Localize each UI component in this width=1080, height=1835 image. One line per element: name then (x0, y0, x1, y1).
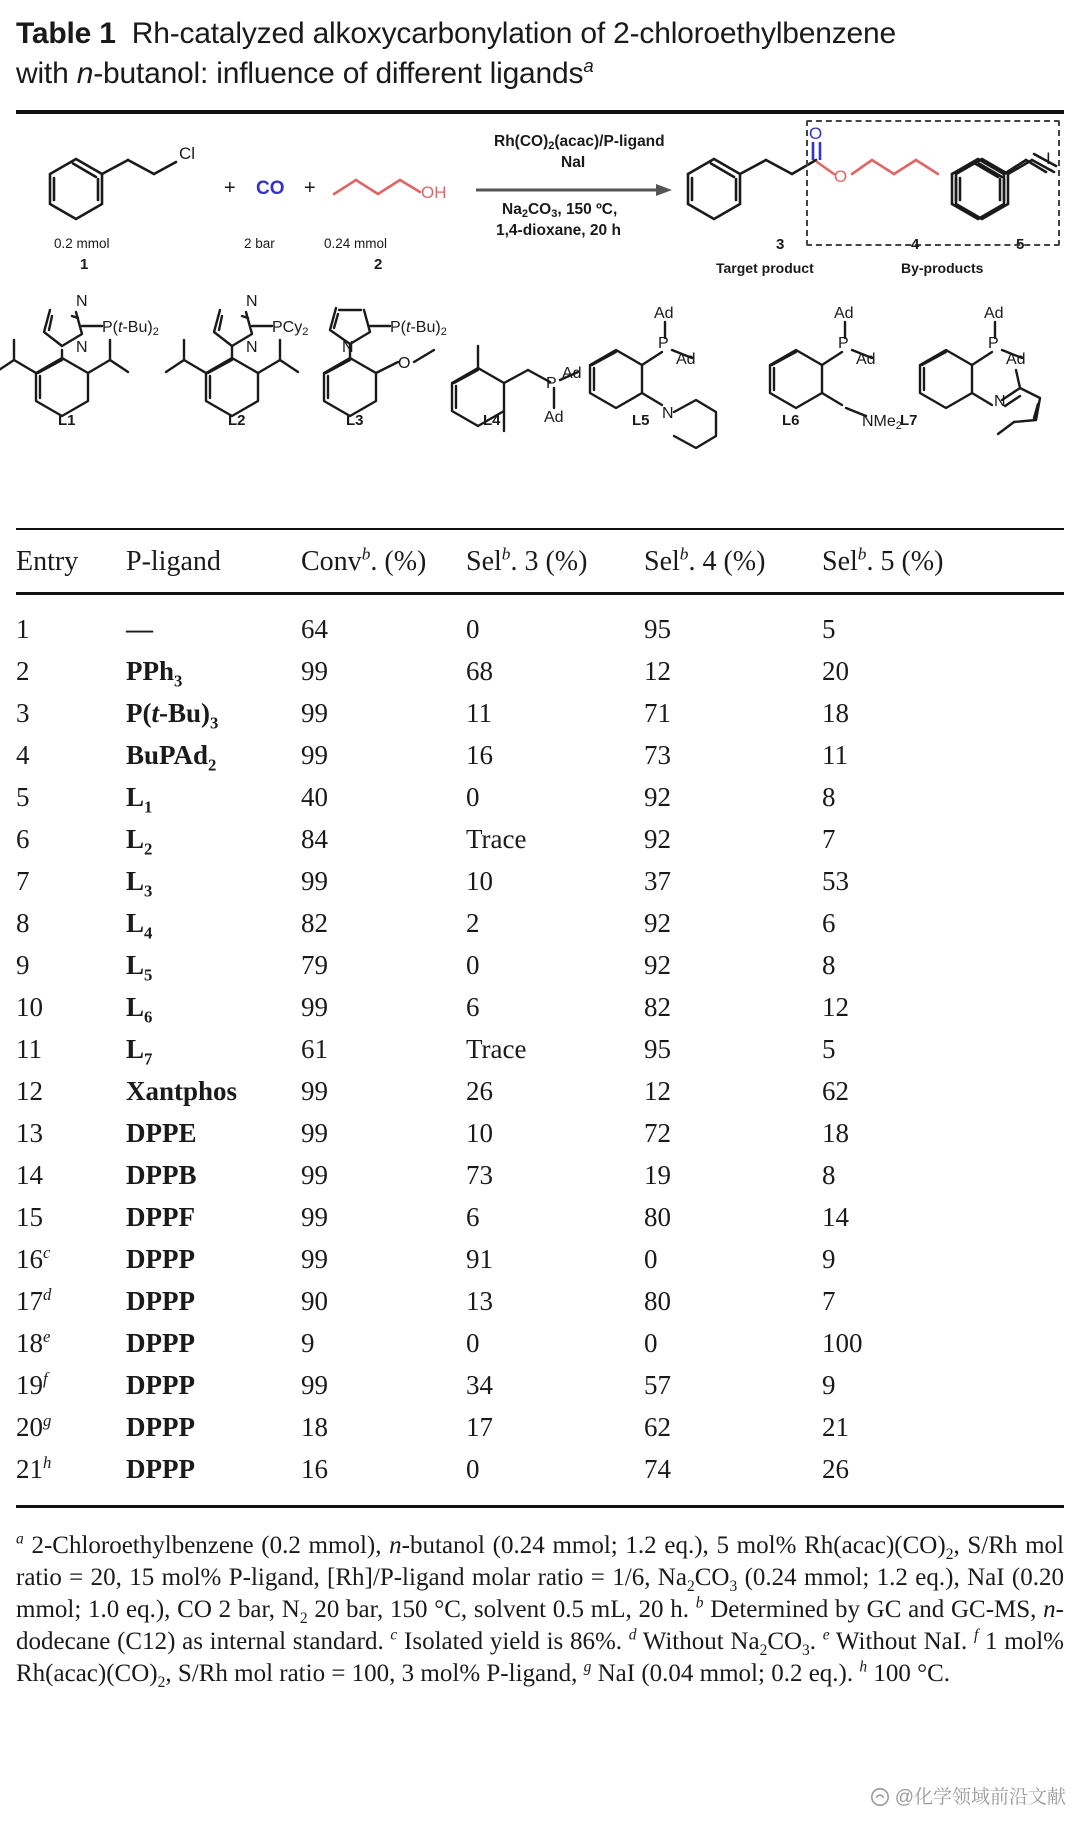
l6-p: P (838, 334, 849, 352)
cell-sel5: 5 (822, 1034, 836, 1065)
cell-entry: 18e (16, 1327, 51, 1359)
cell-sel4: 92 (644, 950, 671, 981)
l7-ad-2: Ad (1006, 350, 1026, 368)
table-number: Table 1 (16, 17, 116, 50)
cell-sel3: 73 (466, 1160, 493, 1191)
cell-sel3: 6 (466, 992, 480, 1023)
cell-sel5: 62 (822, 1076, 849, 1107)
cell-ligand: DPPP (126, 1454, 195, 1485)
l3-n: N (342, 338, 354, 356)
l6-ad-2: Ad (856, 350, 876, 368)
cell-entry: 14 (16, 1160, 43, 1191)
cell-sel4: 95 (644, 614, 671, 645)
header-row (16, 530, 1064, 592)
cell-sel3: 0 (466, 1328, 480, 1359)
table-row (16, 1449, 1064, 1491)
cell-entry: 7 (16, 866, 30, 897)
cell-sel3: 34 (466, 1370, 493, 1401)
header-entry: Entry (16, 545, 79, 577)
cell-sel4: 80 (644, 1202, 671, 1233)
table-caption (0, 0, 1080, 94)
byproducts-label: By-products (901, 259, 984, 276)
cell-conv: 64 (301, 614, 328, 645)
cell-ligand: DPPP (126, 1328, 195, 1359)
cell-sel3: 2 (466, 908, 480, 939)
cell-entry: 17$^d$ (16, 1285, 52, 1317)
table-row (16, 735, 1064, 777)
condition-base: Na2CO3, 150 ºC, (502, 200, 618, 220)
header-ligand: P-ligand (126, 545, 221, 577)
table-row (16, 693, 1064, 735)
cell-sel3: 17 (466, 1412, 493, 1443)
cell-sel4: 0 (644, 1328, 658, 1359)
caption-line2-post: -butanol: influence of different ligands (93, 56, 584, 90)
cell-sel3: 68 (466, 656, 493, 687)
header-sel5: Sel$^b$. 5 (%) (822, 544, 944, 577)
cell-sel5: 7 (822, 1286, 836, 1317)
cell-sel4: 71 (644, 698, 671, 729)
table-row (16, 1029, 1064, 1071)
plus-sign-1: + (224, 176, 236, 199)
l7-ad-1: Ad (984, 304, 1004, 322)
byproduct-i-label: I (1046, 148, 1051, 168)
cell-sel3: 13 (466, 1286, 493, 1317)
table-row (16, 1113, 1064, 1155)
cell-sel4: 57 (644, 1370, 671, 1401)
table-row (16, 903, 1064, 945)
cell-sel5: 8 (822, 1160, 836, 1191)
cell-sel4: 92 (644, 782, 671, 813)
table-row (16, 1155, 1064, 1197)
l2-n-bottom: N (246, 338, 258, 356)
cell-sel4: 82 (644, 992, 671, 1023)
table-row (16, 777, 1064, 819)
target-product-label: Target product (716, 259, 814, 276)
cell-ligand: $L_3$ (126, 866, 153, 901)
cell-entry: 5 (16, 782, 30, 813)
cell-sel5: 6 (822, 908, 836, 939)
cell-entry: 6 (16, 824, 30, 855)
cell-conv: 99 (301, 866, 328, 897)
cell-conv: 79 (301, 950, 328, 981)
cell-ligand: DPPE (126, 1118, 197, 1149)
ligand-id-l7: L7 (900, 411, 918, 429)
table-row (16, 1281, 1064, 1323)
l4-ad-1: Ad (562, 364, 582, 382)
cell-ligand: $L_5$ (126, 950, 153, 985)
l2-phosphine-label: PCy2 (272, 318, 309, 338)
l1-phosphine-label: P(t-Bu)2 (102, 318, 159, 338)
cell-ligand: DPPB (126, 1160, 197, 1191)
cell-sel5: 8 (822, 782, 836, 813)
cell-entry: 9 (16, 950, 30, 981)
header-sel4: Sel$^b$. 4 (%) (644, 544, 766, 577)
cell-entry: 1 (16, 614, 30, 645)
table-header (16, 530, 1064, 592)
l1-n-bottom: N (76, 338, 88, 356)
cell-sel3: 0 (466, 614, 480, 645)
cell-sel4: 37 (644, 866, 671, 897)
cell-sel4: 12 (644, 1076, 671, 1107)
cell-sel5: 26 (822, 1454, 849, 1485)
cell-entry: 3 (16, 698, 30, 729)
substrate-amount-label: 0.2 mmol (54, 235, 110, 251)
cell-sel4: 92 (644, 908, 671, 939)
cell-ligand: $L_7$ (126, 1034, 153, 1069)
condition-catalyst: Rh(CO)2(acac)/P-ligand (494, 132, 665, 152)
table-row (16, 861, 1064, 903)
cell-conv: 99 (301, 698, 328, 729)
l5-n: N (662, 404, 674, 422)
header-sel3: Sel$^b$. 3 (%) (466, 544, 588, 577)
cell-sel3: 0 (466, 950, 480, 981)
table-row (16, 651, 1064, 693)
byproduct-5-id-label: 5 (1016, 235, 1025, 253)
cell-conv: 84 (301, 824, 328, 855)
cell-conv: 82 (301, 908, 328, 939)
l2-n-top: N (246, 292, 258, 310)
cell-entry: 10 (16, 992, 43, 1023)
plus-sign-2: + (304, 176, 316, 199)
cell-sel5: 9 (822, 1244, 836, 1275)
co-label: CO (256, 177, 285, 199)
table-body (16, 609, 1064, 1491)
product-id-label: 3 (776, 235, 785, 253)
cell-ligand: DPPP (126, 1370, 195, 1401)
cell-sel5: 9 (822, 1370, 836, 1401)
l4-p: P (546, 374, 557, 392)
cell-sel3: 0 (466, 1454, 480, 1485)
cell-ligand: $L_6$ (126, 992, 153, 1027)
cell-sel3: 0 (466, 782, 480, 813)
cell-ligand: $L_2$ (126, 824, 153, 859)
cell-sel4: 62 (644, 1412, 671, 1443)
caption-line1: Rh-catalyzed alkoxycarbonylation of 2-chloroethylbenzene (131, 17, 896, 50)
watermark-logo-icon (871, 1788, 889, 1806)
cell-conv: 90 (301, 1286, 328, 1317)
cell-sel4: 0 (644, 1244, 658, 1275)
cell-conv: 16 (301, 1454, 328, 1485)
l6-ad-1: Ad (834, 304, 854, 322)
cell-ligand: PPh$_3$ (126, 656, 183, 691)
cell-entry: 11 (16, 1034, 42, 1065)
cell-conv: 99 (301, 1202, 328, 1233)
cell-conv: 99 (301, 656, 328, 687)
table-row (16, 609, 1064, 651)
ligand-id-l5: L5 (632, 411, 650, 429)
ligand-id-l6: L6 (782, 411, 800, 429)
cell-sel3: 10 (466, 866, 493, 897)
header-conv: Conv$^b$. (%) (301, 544, 427, 577)
results-table-body-wrap (16, 609, 1064, 1491)
condition-solvent: 1,4-dioxane, 20 h (496, 221, 621, 239)
cell-sel4: 73 (644, 740, 671, 771)
byproduct-4-id-label: 4 (911, 235, 920, 253)
substrate-cl-label: Cl (179, 143, 196, 163)
cell-sel5: 18 (822, 698, 849, 729)
cell-conv: 99 (301, 740, 328, 771)
cell-entry: 16$^c$ (16, 1243, 51, 1275)
rule-bottom (16, 1505, 1064, 1508)
cell-sel5: 11 (822, 740, 848, 771)
rule-top (16, 110, 1064, 114)
substrate-id-label: 1 (80, 255, 89, 273)
l5-ad-1: Ad (654, 304, 674, 322)
cell-sel4: 95 (644, 1034, 671, 1065)
cell-sel5: 21 (822, 1412, 849, 1443)
table-row (16, 819, 1064, 861)
cell-conv: 18 (301, 1412, 328, 1443)
caption-footnote-marker: a (583, 54, 594, 76)
rule-below-header (16, 592, 1064, 595)
l6-nme2: NMe2 (862, 412, 902, 432)
cell-sel4: 92 (644, 824, 671, 855)
cell-entry: 19$^f$ (16, 1369, 48, 1401)
cell-conv: 61 (301, 1034, 328, 1065)
cell-sel3: Trace (466, 824, 527, 855)
cell-sel4: 72 (644, 1118, 671, 1149)
ligand-id-l2: L2 (228, 411, 246, 429)
cell-entry: 2 (16, 656, 30, 687)
cell-sel3: 10 (466, 1118, 493, 1149)
caption-italic-n: n (76, 56, 94, 90)
condition-nai: NaI (561, 153, 586, 171)
cell-ligand: DPPP (126, 1244, 195, 1275)
cell-ligand: Xantphos (126, 1076, 238, 1107)
table-row (16, 1071, 1064, 1113)
l7-n: N (994, 392, 1006, 410)
alcohol-id-label: 2 (374, 255, 383, 273)
cell-ligand: $L_1$ (126, 782, 153, 817)
table-row (16, 1407, 1064, 1449)
cell-conv: 99 (301, 1244, 328, 1275)
cell-sel4: 80 (644, 1286, 671, 1317)
cell-conv: 99 (301, 1370, 328, 1401)
table-row (16, 987, 1064, 1029)
ligand-id-l1: L1 (58, 411, 76, 429)
cell-conv: 99 (301, 1076, 328, 1107)
ligand-id-l4: L4 (483, 411, 501, 429)
watermark (871, 1782, 1066, 1809)
alcohol-amount-label: 0.24 mmol (324, 235, 388, 251)
cell-ligand: $L_4$ (126, 908, 153, 943)
cell-ligand: — (126, 614, 153, 645)
cell-conv: 9 (301, 1328, 315, 1359)
cell-entry: 12 (16, 1076, 43, 1107)
ligand-id-l3: L3 (346, 411, 364, 429)
table-row (16, 1365, 1064, 1407)
cell-sel3: Trace (466, 1034, 527, 1065)
cell-conv: 40 (301, 782, 328, 813)
cell-entry: 4 (16, 740, 30, 771)
cell-sel5: 12 (822, 992, 849, 1023)
cell-sel3: 6 (466, 1202, 480, 1233)
cell-conv: 99 (301, 1118, 328, 1149)
caption-line2-pre: with (16, 56, 77, 90)
cell-sel5: 18 (822, 1118, 849, 1149)
cell-sel3: 11 (466, 698, 492, 729)
watermark-text: @化学领域前沿文献 (894, 1787, 1066, 1808)
ester-o-label: O (834, 166, 848, 186)
cell-sel4: 74 (644, 1454, 671, 1485)
table-row (16, 1197, 1064, 1239)
l3-o: O (398, 354, 411, 372)
l7-p: P (988, 334, 999, 352)
l1-n-top: N (76, 292, 88, 310)
cell-sel5: 53 (822, 866, 849, 897)
table-footnotes: $^a$ 2-Chloroethylbenzene (0.2 mmol), n-butanol (0.24 mmol; 1.2 eq.), 5 mol% $Rh(acac)(CO)_2$, S/Rh mol ratio = 20, 15 mol% P-ligand, [Rh]/P-ligand molar ratio = 1/6, $Na_2CO_3$ (0.24 mmol; 1.2 eq.), NaI (0.20 mmol; 1.0 eq.), CO 2 bar, $N_2$ 20 bar, 150 °C, solvent 0.5 mL, 20 h. $^b$ Determined by GC and GC-MS, n-dodecane (C12) as internal standard. $^c$ Isolated yield is 86%. $^d$ Without $Na_2CO_3$. $^e$ Without NaI. $^f$ 1 mol% $Rh(acac)(CO)_2$, S/Rh mol ratio = 100, 3 mol% P-ligand, $^g$ NaI (0.04 mmol; 0.2 eq.). $^h$ 100 °C. (16, 1530, 1064, 1691)
cell-ligand: $P(t-Bu)_3$ (126, 698, 219, 733)
cell-entry: 15 (16, 1202, 43, 1233)
cell-sel5: 7 (822, 824, 836, 855)
butanol-oh-label: OH (421, 182, 447, 202)
cell-sel3: 16 (466, 740, 493, 771)
cell-conv: 99 (301, 992, 328, 1023)
cell-entry: 20$^g$ (16, 1411, 52, 1443)
cell-sel5: 8 (822, 950, 836, 981)
cell-ligand: BuPAd$_2$ (126, 740, 217, 775)
cell-ligand: DPPP (126, 1412, 195, 1443)
cell-sel5: 100 (822, 1328, 863, 1359)
cell-sel3: 91 (466, 1244, 493, 1275)
l5-ad-2: Ad (676, 350, 696, 368)
cell-sel5: 5 (822, 614, 836, 645)
cell-entry: 13 (16, 1118, 43, 1149)
cell-ligand: DPPP (126, 1286, 195, 1317)
l3-phosphine-label: P(t-Bu)2 (390, 318, 447, 338)
cell-sel5: 14 (822, 1202, 849, 1233)
table-row (16, 1323, 1064, 1365)
cell-entry: 8 (16, 908, 30, 939)
cell-conv: 99 (301, 1160, 328, 1191)
l4-ad-2: Ad (544, 408, 564, 426)
table-row (16, 1239, 1064, 1281)
cell-sel4: 19 (644, 1160, 671, 1191)
results-table (16, 530, 1064, 592)
cell-sel5: 20 (822, 656, 849, 687)
carbonyl-o-label: O (809, 123, 823, 143)
cell-ligand: DPPF (126, 1202, 195, 1233)
l5-p: P (658, 334, 669, 352)
co-amount-label: 2 bar (244, 235, 275, 251)
cell-sel3: 26 (466, 1076, 493, 1107)
table-row (16, 945, 1064, 987)
byproducts-dashed-box (806, 120, 1060, 246)
reaction-scheme (16, 118, 1064, 438)
cell-entry: 21$^h$ (16, 1453, 52, 1485)
cell-sel4: 12 (644, 656, 671, 687)
